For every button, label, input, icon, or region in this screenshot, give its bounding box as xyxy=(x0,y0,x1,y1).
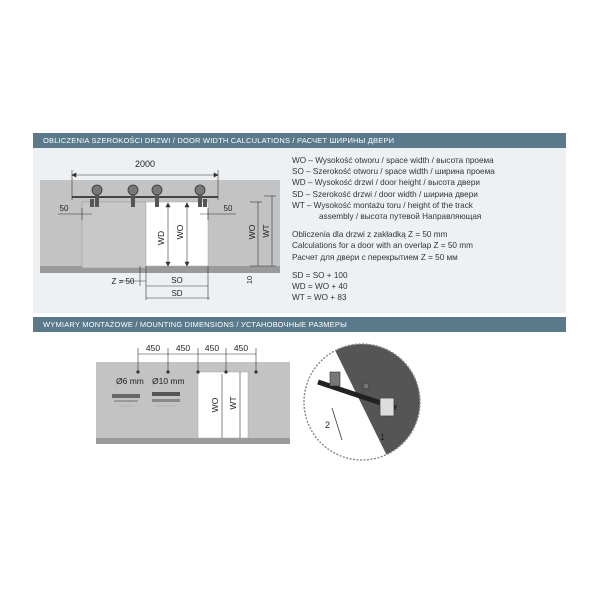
legend-line-wt-cont: assembly / высота путевой Направляющая xyxy=(319,212,482,222)
section1-header: OBLICZENIA SZEROKOŚCI DRZWI / DOOR WIDTH CALCULATIONS / РАСЧЕТ ШИРИНЫ ДВЕРИ xyxy=(33,133,566,148)
dim-sd-label: SD xyxy=(171,289,183,298)
drill-hole-2 xyxy=(166,370,169,373)
callout-2: 2 xyxy=(325,420,331,430)
dim-wt-label: WT xyxy=(261,224,271,238)
legend-line-sd: SD – Szerokość drzwi / door width / ширина двери xyxy=(292,189,478,199)
formula-wt: WT = WO + 83 xyxy=(292,293,347,303)
callout-1: 1 xyxy=(380,432,386,442)
drill-hole-3 xyxy=(196,370,199,373)
dim-ten-label: 10 xyxy=(245,275,254,285)
formula-sd: SD = SO + 100 xyxy=(292,270,348,280)
legend-line-wd: WD – Wysokość drzwi / door height / высота двери xyxy=(292,178,480,188)
drill-6-label: Ø6 mm xyxy=(116,376,144,386)
dim-left-offset-label: 50 xyxy=(59,204,69,213)
mount-wall xyxy=(96,362,290,444)
spacing-label-4: 450 xyxy=(233,343,249,353)
dim-wo-label: WO xyxy=(175,224,185,240)
mount-wt-label: WT xyxy=(228,396,238,410)
drill-10-label: Ø10 mm xyxy=(152,376,185,386)
mount-wo-label: WO xyxy=(210,397,220,413)
spacing-label-1: 450 xyxy=(145,343,161,353)
legend-line-so: SO – Szerokość otworu / space width / ширина проема xyxy=(292,167,495,177)
formula-wd: WD = WO + 40 xyxy=(292,282,348,292)
drill-hole-5 xyxy=(254,370,257,373)
legend-line-wt: WT – Wysokość montażu toru / height of the track xyxy=(292,200,473,210)
dim-z-label: Z = 50 xyxy=(111,277,135,286)
overlap-text-en: Calculations for a door with an overlap Z = 50 mm xyxy=(292,241,473,251)
drill-hole-1 xyxy=(136,370,139,373)
legend-line-wo: WO – Wysokość otworu / space width / высота проема xyxy=(292,156,494,165)
dim-right-offset-label: 50 xyxy=(223,204,233,213)
mount-floor xyxy=(96,438,290,444)
dim-total-label: 2000 xyxy=(134,159,156,169)
spacing-label-3: 450 xyxy=(204,343,220,353)
dim-so-label: SO xyxy=(171,276,183,285)
dim-wd-label: WD xyxy=(156,230,166,246)
overlap-text-ru: Расчет для двери с перекрытием Z = 50 мм xyxy=(292,252,458,262)
mount-opening xyxy=(198,372,248,438)
overlap-text-pl: Obliczenia dla drzwi z zakładką Z = 50 mm xyxy=(292,230,448,240)
drill-hole-4 xyxy=(224,370,227,373)
spacing-label-2: 450 xyxy=(175,343,191,353)
detail-circle xyxy=(300,340,430,470)
section2-header: WYMIARY MONTAŻOWE / MOUNTING DIMENSIONS / УСТАНОВОЧНЫЕ РАЗМЕРЫ xyxy=(33,317,566,332)
dim-wo-right-label: WO xyxy=(247,224,257,240)
